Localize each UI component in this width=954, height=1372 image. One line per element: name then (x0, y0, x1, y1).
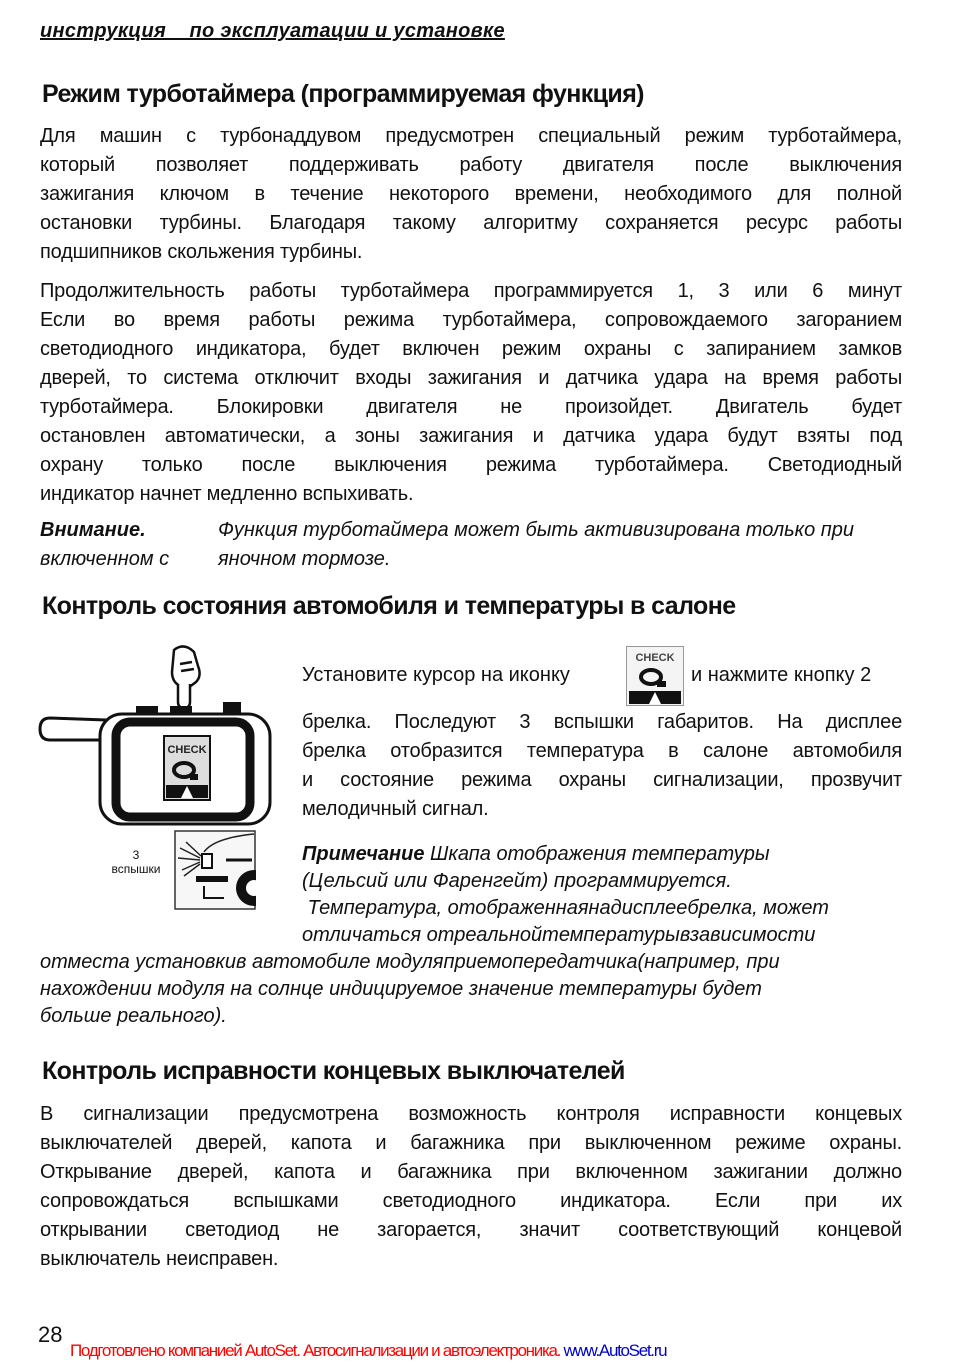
warning-text: Функция турботаймера может быть активизирована только при (218, 519, 855, 541)
warning-text: яночном тормозе. (218, 548, 391, 570)
text-line: отместа установкив автомобиле модуляприемопередатчика(например, при (40, 951, 780, 973)
key-fob-icon (36, 640, 276, 830)
text-line: дверей, то система отключит входы зажигания и датчика удара на время работы (40, 367, 902, 389)
footer-credit (70, 1341, 666, 1361)
warning-label: Внимание. (40, 519, 146, 541)
text-line: сопровождаться вспышками светодиодного индикатора. Если при их (40, 1190, 902, 1212)
text-line: отличаться отреальнойтемпературывзависимости (302, 924, 816, 946)
key-fob-illustration (36, 640, 276, 830)
flash-caption (96, 848, 176, 876)
note-continuation (40, 949, 780, 1030)
text-line: Если во время работы режима турботаймера, сопровождаемого загоранием (40, 309, 902, 331)
text-line: Шкапа отображения температуры (430, 843, 770, 865)
text-line: Открывание дверей, капота и багажника при включенном зажигании должно (40, 1161, 902, 1183)
text-line: В сигнализации предусмотрена возможность контроля исправности концевых (40, 1103, 902, 1125)
flash-count: 3 (132, 848, 140, 862)
section-title-turbotimer: Режим турботаймера (программируемая функция) (42, 80, 644, 108)
website-link[interactable]: www.AutoSet.ru (563, 1341, 667, 1360)
text-line: Температура, отображеннаянадисплеебрелка, может (302, 897, 829, 919)
text-line: нахождении модуля на солнце индицируемое значение температуры будет (40, 978, 762, 1000)
headlight-flash-icon (174, 830, 256, 910)
text-line: подшипников скольжения турбины. (40, 241, 363, 263)
text-line: больше реального). (40, 1005, 227, 1027)
text-line: мелодичный сигнал. (302, 798, 489, 820)
note-label: Примечание (302, 843, 425, 865)
check-icon-label: CHECK (635, 652, 675, 664)
svg-text:CHECK: CHECK (167, 744, 207, 756)
status-instruction-line (302, 644, 902, 704)
warning-block (40, 516, 934, 574)
text-line: индикатор начнет медленно вспыхивать. (40, 483, 414, 505)
text-line: выключатель неисправен. (40, 1248, 279, 1270)
text-line: зажигания ключом в течение некоторого времени, необходимого для полной (40, 183, 902, 205)
text-line: брелка. Последуют 3 вспышки габаритов. На дисплее (302, 711, 902, 733)
text-line: охрану только после выключения режима турботаймера. Светодиодный (40, 454, 902, 476)
document-header: инструкция по эксплуатации и установке (40, 20, 505, 42)
text-line: и состояние режима охраны сигнализации, прозвучит (302, 769, 902, 791)
text-line: Установите курсор на иконку (302, 664, 570, 686)
switches-paragraph (40, 1100, 902, 1274)
section-title-switches: Контроль исправности концевых выключателей (42, 1057, 625, 1085)
check-icon (626, 646, 684, 706)
status-paragraph (302, 708, 902, 824)
text-line: турботаймера. Блокировки двигателя не произойдет. Двигатель будет (40, 396, 902, 418)
text-line: и нажмите кнопку 2 (691, 664, 872, 686)
text-line: остановлен автоматически, а зоны зажигания и датчика удара будут взяты под (40, 425, 902, 447)
text-line: брелка отобразится температура в салоне автомобиля (302, 740, 902, 762)
flash-label: вспышки (111, 862, 161, 876)
text-line: который позволяет поддерживать работу двигателя после выключения (40, 154, 902, 176)
credit-text: Подготовлено компанией AutoSet. Автосигнализации и автоэлектроника. (70, 1341, 561, 1360)
section-title-status: Контроль состояния автомобиля и температуры в салоне (42, 592, 736, 620)
turbo-paragraph-2 (40, 277, 902, 509)
text-line: Для машин с турбонаддувом предусмотрен специальный режим турботаймера, (40, 125, 902, 147)
note-block (302, 841, 829, 949)
text-line: открывании светодиод не загорается, значит соответствующий концевой (40, 1219, 902, 1241)
text-line: выключателей дверей, капота и багажника при выключенном режиме охраны. (40, 1132, 902, 1154)
page-number: 28 (38, 1322, 63, 1347)
text-line: светодиодного индикатора, будет включен режим охраны с запиранием замков (40, 338, 902, 360)
headlight-flash-illustration (174, 830, 256, 910)
text-line: остановки турбины. Благодаря такому алгоритму сохраняется ресурс работы (40, 212, 902, 234)
warning-text: включенном с (40, 548, 170, 570)
turbo-paragraph-1 (40, 122, 902, 267)
text-line: Продолжительность работы турботаймера программируется 1, 3 или 6 минут (40, 280, 902, 302)
text-line: (Цельсий или Фаренгейт) программируется. (302, 870, 732, 892)
